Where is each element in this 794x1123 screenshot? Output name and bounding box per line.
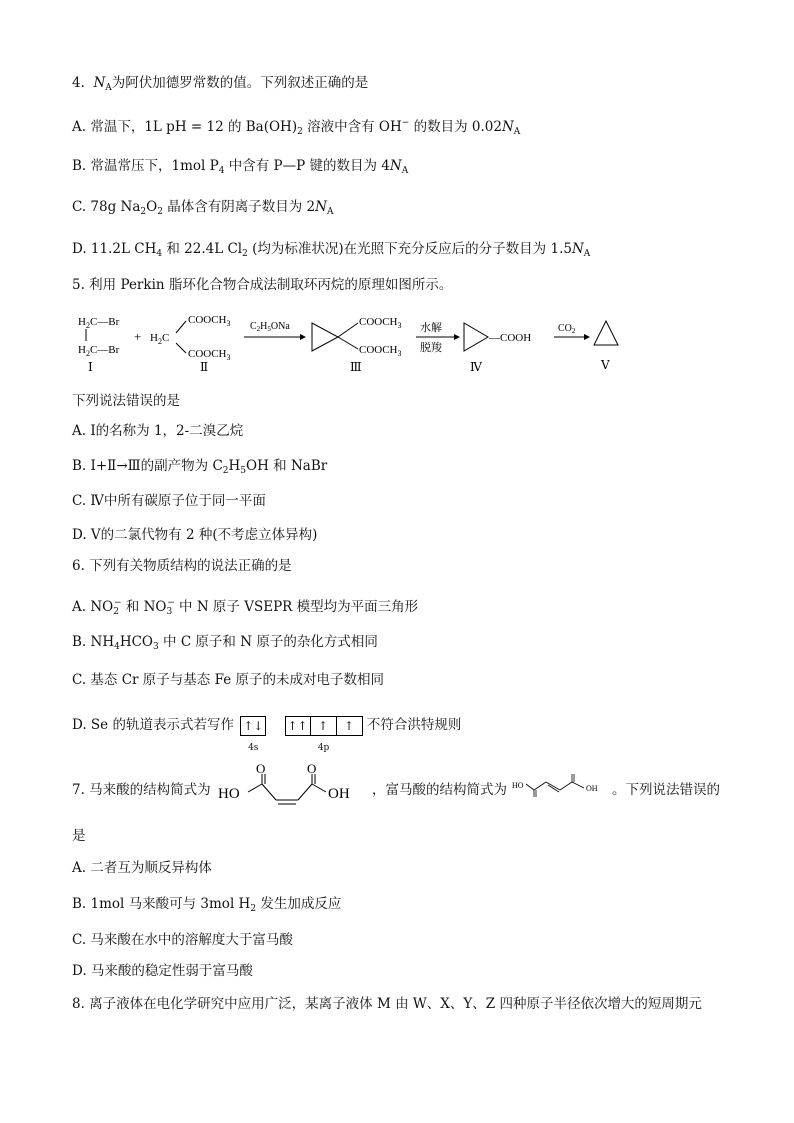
q7-stem-text-1: 7. 马来酸的结构简式为 <box>72 782 211 798</box>
arrow-3 <box>554 323 590 340</box>
q5-option-a: A. Ⅰ的名称为 1，2-二溴乙烷 <box>72 423 244 439</box>
perkin-reaction-scheme <box>72 305 632 377</box>
compound-1 <box>78 316 120 374</box>
svg-text:O: O <box>307 762 317 776</box>
q4-option-c: C. 78g $Na_2O_2$ 晶体含有阴离子数目为 $2N_A$ <box>72 199 334 217</box>
svg-text:O: O <box>256 762 266 776</box>
svg-text:HO: HO <box>512 781 524 790</box>
q5-stem: 5. 利用 Perkin 脂环化合物合成法制取环丙烷的原理如图所示。 <box>72 277 453 293</box>
compound-4 <box>464 323 531 374</box>
q4-option-b: B. 常温常压下，1mol $P_4$ 中含有 P—P 键的数目为 $4N_A$ <box>72 158 409 176</box>
svg-text:COOCH3: $COOCH_3$ <box>359 344 402 358</box>
svg-text:CO2: $CO_2$ <box>558 323 576 335</box>
q7-option-d: D. 马来酸的稳定性弱于富马酸 <box>72 963 253 979</box>
q7-option-a: A. 二者互为顺反异构体 <box>72 860 212 876</box>
q6-option-a: A. $NO_2^-$ 和 $NO_3^-$ 中 N 原子 VSEPR 模型均为平面三角形 <box>72 598 419 617</box>
svg-text:COOCH3: $COOCH_3$ <box>359 316 402 330</box>
orbital-4s: ↑↓ 4s <box>240 715 266 736</box>
svg-text:—COOH: —COOH <box>489 332 532 344</box>
svg-text:Ⅳ: Ⅳ <box>470 360 482 374</box>
q7-option-b: B. 1mol 马来酸可与 3mol $H_2$ 发生加成反应 <box>72 896 342 914</box>
svg-text:脱羧: 脱羧 <box>420 342 442 354</box>
svg-text:Ⅱ: Ⅱ <box>200 360 209 374</box>
q7-stem-text-4: 是 <box>72 828 86 844</box>
compound-2 <box>150 314 231 374</box>
svg-text:C2H5ONa: $C_2H_5ONa$ <box>250 321 290 333</box>
q4-option-d: D. 11.2L $CH_4$ 和 22.4L $Cl_2$ (均为标准状况)在光照下充分反应后的分子数目为 $1.5N_A$ <box>72 241 591 259</box>
q5-option-d: D. Ⅴ的二氯代物有 2 种(不考虑立体异构) <box>72 527 318 543</box>
svg-text:Ⅴ: Ⅴ <box>601 358 610 372</box>
compound-3 <box>312 316 402 374</box>
q5-option-c: C. Ⅳ中所有碳原子位于同一平面 <box>72 493 266 509</box>
q5-ask: 下列说法错误的是 <box>72 393 180 409</box>
svg-text:OH: OH <box>328 786 350 802</box>
q4-option-a: A. 常温下，1L pH = 12 的 $Ba(OH)_2$ 溶液中含有 OH− 的数目为 $0.02N_A$ <box>72 118 521 137</box>
q5-option-b: B. Ⅰ+Ⅱ→Ⅲ的副产物为 $C_2H_5OH$ 和 NaBr <box>72 458 328 476</box>
svg-text:COOCH3: $COOCH_3$ <box>188 348 231 362</box>
svg-text:H2C—Br: $H_2C—Br$ <box>78 316 120 330</box>
q6-option-b: B. $NH_4HCO_3$ 中 C 原子和 N 原子的杂化方式相同 <box>72 634 378 652</box>
q6-option-d: D. Se 的轨道表示式若写作 ↑↓ 4s ↑↑ ↑ ↑ 4p 不符合洪特规则 <box>72 717 462 754</box>
arrow-1 <box>244 321 306 340</box>
fumaric-acid-structure <box>512 766 612 800</box>
compound-5 <box>594 321 618 372</box>
svg-text:H2C: $H_2C$ <box>150 332 170 346</box>
q6-option-c: C. 基态 Cr 原子与基态 Fe 原子的未成对电子数相同 <box>72 672 384 688</box>
svg-text:Ⅲ: Ⅲ <box>350 360 362 374</box>
svg-text:+: + <box>134 329 142 344</box>
q8-stem: 8. 离子液体在电化学研究中应用广泛，某离子液体 M 由 W、X、Y、Z 四种原子半径依次增大的短周期元 <box>72 996 702 1012</box>
q7-stem-text-3: 。下列说法错误的 <box>612 782 720 798</box>
q7-option-c: C. 马来酸在水中的溶解度大于富马酸 <box>72 932 293 948</box>
q4-stem: 4. $N_A$为阿伏加德罗常数的值。下列叙述正确的是 <box>72 75 369 93</box>
arrow-2 <box>416 320 460 354</box>
svg-text:COOCH3: $COOCH_3$ <box>188 314 231 328</box>
orbital-4p: ↑↑ ↑ ↑ 4p <box>285 715 363 736</box>
svg-text:OH: OH <box>586 784 598 793</box>
svg-text:HO: HO <box>218 786 240 802</box>
q6-stem: 6. 下列有关物质结构的说法正确的是 <box>72 558 292 574</box>
svg-text:H2C—Br: $H_2C—Br$ <box>78 344 120 358</box>
svg-text:Ⅰ: Ⅰ <box>88 360 93 374</box>
q7-stem-text-2: ，富马酸的结构简式为 <box>372 782 507 798</box>
maleic-acid-structure <box>218 762 370 812</box>
svg-text:水解: 水解 <box>420 322 442 334</box>
